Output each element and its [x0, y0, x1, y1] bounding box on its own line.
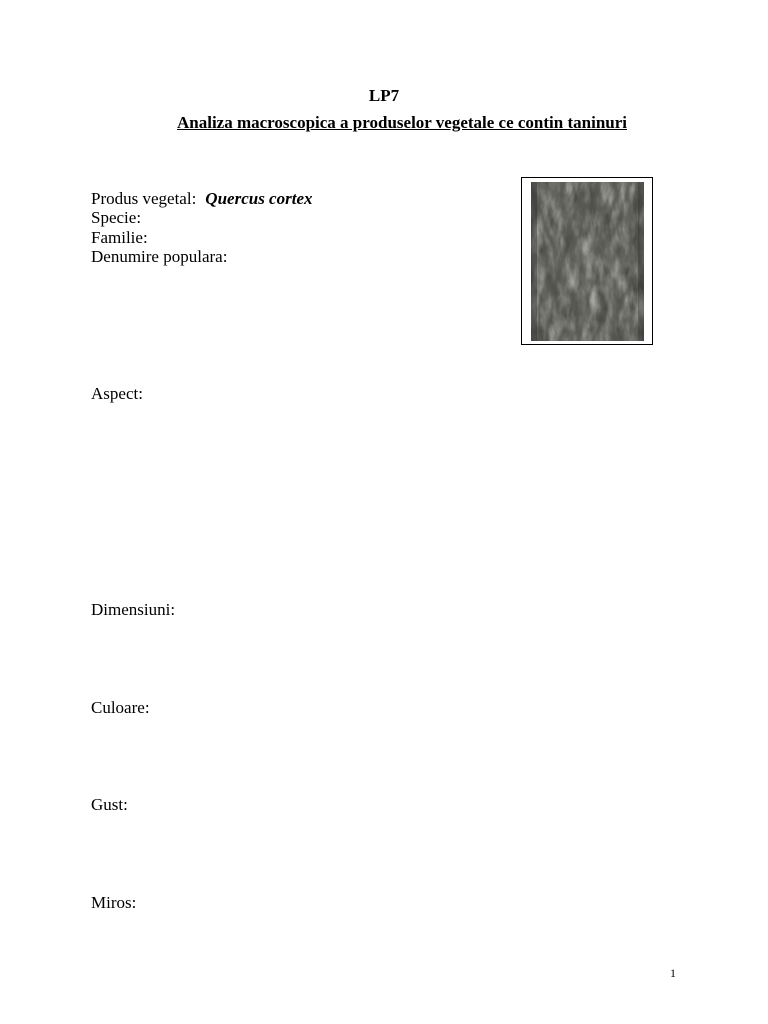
aspect-label: Aspect:: [91, 384, 143, 403]
page-number: 1: [670, 966, 676, 980]
produs-vegetal-label: Produs vegetal:: [91, 189, 197, 208]
culoare-label: Culoare:: [91, 698, 150, 717]
denumire-populara-label: Denumire populara:: [91, 247, 228, 266]
document-title: LP7: [368, 86, 400, 105]
miros-label: Miros:: [91, 893, 137, 912]
dimensiuni-label: Dimensiuni:: [91, 600, 176, 619]
produs-vegetal-field: [91, 189, 313, 209]
gust-label: Gust:: [91, 795, 128, 814]
specie-label: Specie:: [91, 208, 142, 227]
bark-photo-frame: [521, 177, 653, 345]
document-subtitle: Analiza macroscopica a produselor vegetale ce contin taninuri: [177, 113, 627, 132]
produs-vegetal-value: Quercus cortex: [205, 189, 313, 208]
familie-label: Familie:: [91, 228, 148, 247]
oak-bark-photo: [531, 182, 644, 341]
